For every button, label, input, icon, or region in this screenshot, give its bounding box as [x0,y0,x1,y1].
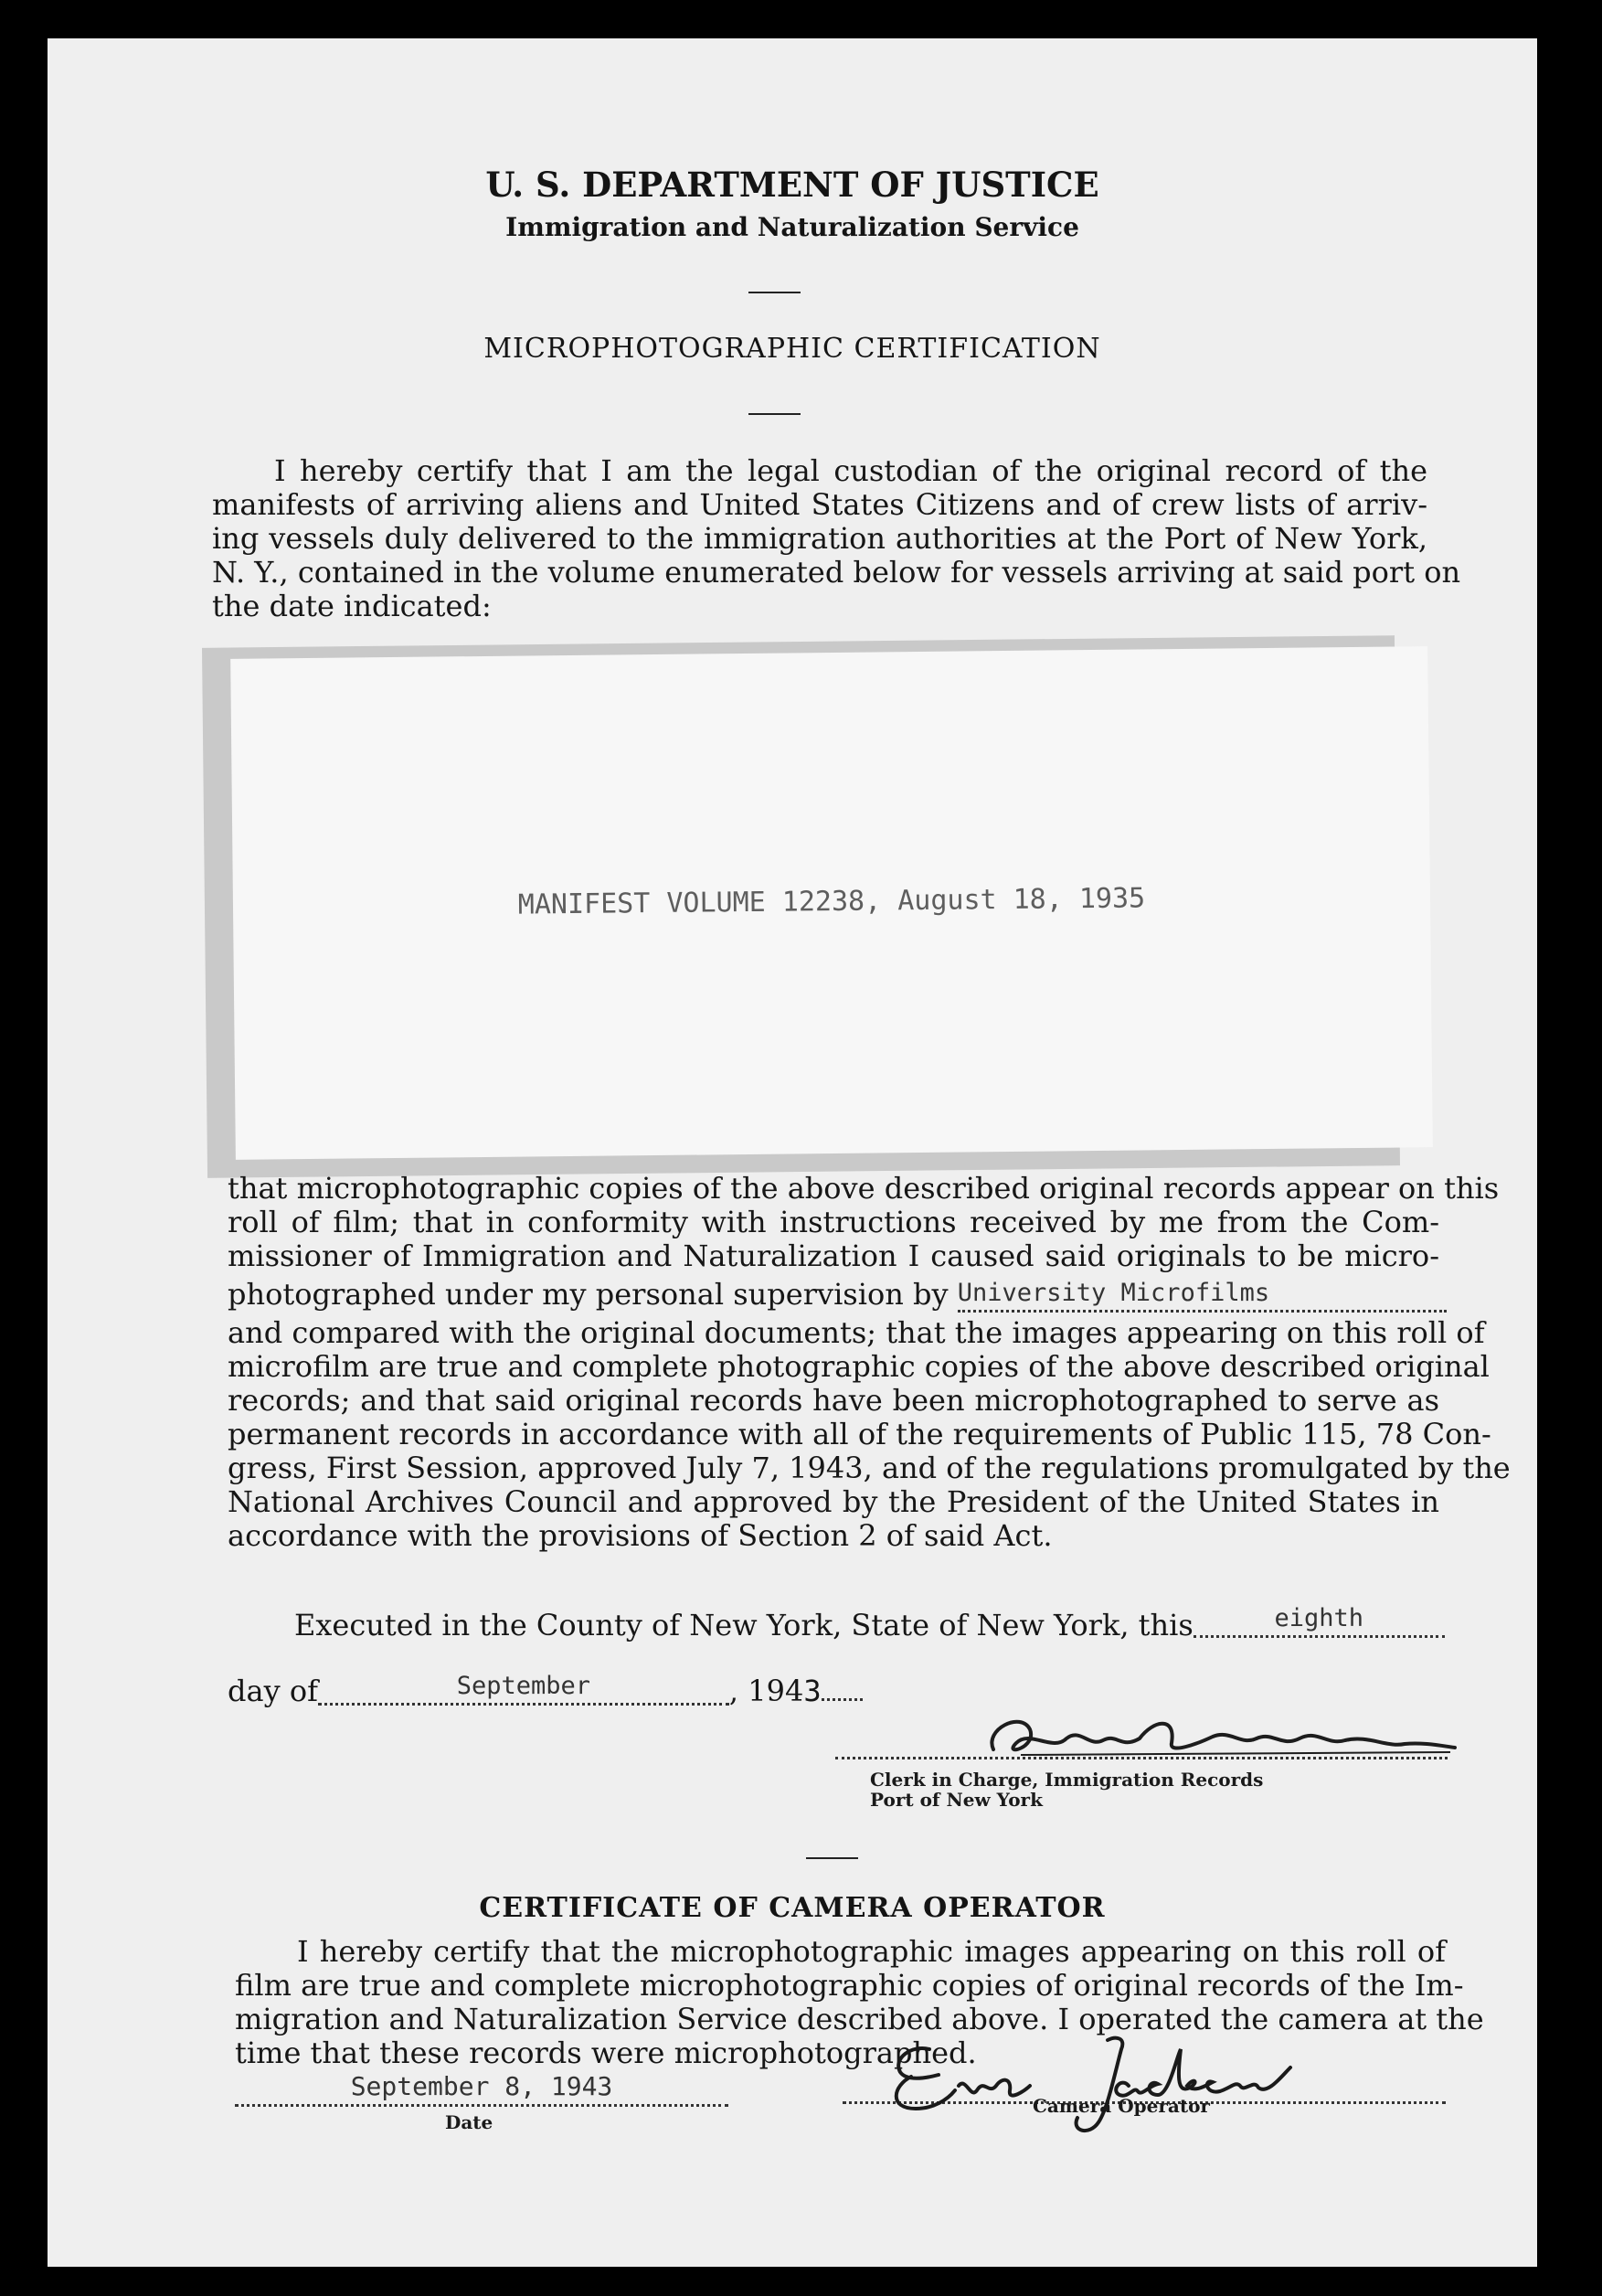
day-of-label: day of [228,1674,318,1708]
month-value: September [456,1672,591,1700]
year-prefix: , 194 [728,1674,804,1708]
clerk-title-line-2: Port of New York [870,1789,1043,1811]
certification-title: MICROPHOTOGRAPHIC CERTIFICATION [483,333,1101,365]
divider [748,413,801,415]
supervision-line [228,1278,1439,1316]
clerk-title-line-1: Clerk in Charge, Immigration Records [870,1769,1264,1791]
body-line: and compared with the original documents; that the images appearing on this roll of [228,1315,1485,1350]
operator-signature [875,2022,1350,2141]
executed-date-line [228,1674,959,1713]
date-value: September 8, 1943 [350,2071,613,2101]
year-dots [822,1698,863,1701]
camera-certificate-title: CERTIFICATE OF CAMERA OPERATOR [479,1892,1106,1924]
service-subheading: Immigration and Naturalization Service [505,212,1079,242]
body-line: gress, First Session, approved July 7, 1943, and of the regulations promulgated by the [228,1451,1511,1485]
body-line: accordance with the provisions of Section 2 of said Act. [228,1518,1053,1553]
certificate-page [48,38,1537,2267]
divider [748,292,801,293]
supervision-prefix: photographed under my personal supervision by [228,1277,949,1312]
department-heading: U. S. DEPARTMENT OF JUSTICE [485,165,1099,205]
executed-day-value: eighth [1274,1604,1364,1632]
manifest-label: MANIFEST VOLUME 12238, August 18, 1935 [517,882,1146,921]
executed-prefix: Executed in the County of New York, State of New York, this [294,1608,1194,1642]
body-line: roll of film; that in conformity with instructions received by me from the Com- [228,1205,1439,1239]
camera-line: time that these records were microphotographed. [235,2036,977,2070]
executed-line [294,1604,1446,1647]
camera-line: film are true and complete microphotographic copies of original records of the Im- [235,1968,1464,2003]
operator-label: Camera Operator [1033,2095,1210,2117]
date-field [235,2069,728,2107]
body-line: records; and that said original records have been microphotographed to serve as [228,1383,1439,1418]
body-line: microfilm are true and complete photographic copies of the above described original [228,1349,1490,1384]
supervision-value: University Microfilms [957,1279,1270,1307]
intro-line: I hereby certify that I am the legal custodian of the original record of the [274,453,1427,488]
body-paragraph [228,1171,1511,1553]
camera-line: I hereby certify that the microphotographic images appearing on this roll of [297,1934,1446,1969]
year-digit: 3 [803,1674,822,1708]
supervision-field [958,1276,1447,1313]
executed-day-field [1194,1601,1445,1638]
body-line: that microphotographic copies of the above described original records appear on this [228,1171,1500,1206]
date-label: Date [445,2111,493,2133]
intro-paragraph [212,453,1461,623]
body-line: permanent records in accordance with all of the requirements of Public 115, 78 Con- [228,1417,1491,1451]
clerk-signature [966,1702,1459,1775]
intro-line: the date indicated: [212,589,492,623]
manifest-card [230,646,1433,1160]
month-field [318,1669,729,1706]
camera-line: migration and Naturalization Service described above. I operated the camera at the [235,2002,1484,2036]
body-line: National Archives Council and approved by the President of the United States in [228,1484,1439,1519]
intro-line: N. Y., contained in the volume enumerated below for vessels arriving at said port on [212,555,1461,590]
divider [806,1857,858,1859]
body-line: missioner of Immigration and Naturalization I caused said originals to be micro- [228,1238,1439,1273]
intro-line: ing vessels duly delivered to the immigration authorities at the Port of New York, [212,521,1427,556]
intro-line: manifests of arriving aliens and United States Citizens and of crew lists of arriv- [212,487,1427,522]
